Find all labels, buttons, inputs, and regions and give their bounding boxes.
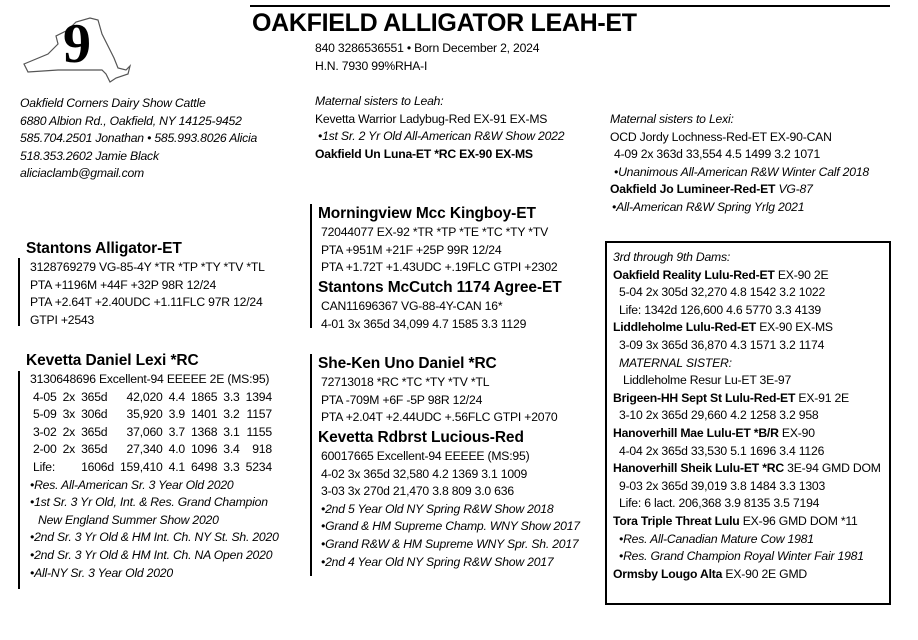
record-cell-age: Life: xyxy=(33,459,56,474)
record-cell-milk: 35,920 xyxy=(126,407,163,422)
dam-sire-name: She-Ken Uno Daniel *RC xyxy=(318,355,497,372)
dam-records-table xyxy=(30,389,275,477)
maternal-sisters-leah xyxy=(315,93,564,163)
farm-phone-2: 518.353.2602 Jamie Black xyxy=(20,148,159,163)
dam-score: EX-91 2E xyxy=(798,390,849,405)
dam-name: Oakfield Reality Lulu-Red-ET xyxy=(613,267,775,282)
dam-record: 3-09 3x 365d 36,870 4.3 1571 3.2 1174 xyxy=(619,337,825,352)
record-cell-fp: 4.4 xyxy=(168,389,185,404)
dam-name: Liddleholme Lulu-Red-ET xyxy=(613,320,756,335)
sister-award: •1st Sr. 2 Yr Old All-American R&W Show 2022 xyxy=(318,129,565,144)
record-cell-pp: 3.3 xyxy=(223,459,240,474)
dam-award: •All-NY Sr. 3 Year Old 2020 xyxy=(30,565,173,580)
dam-name: Brigeen-HH Sept St Lulu-Red-ET xyxy=(613,390,796,405)
dam-record-row xyxy=(30,406,275,424)
ancestor-dams-box xyxy=(605,241,891,605)
dam-sire-line: 72713018 *RC *TC *TY *TV *TL xyxy=(321,375,490,389)
record-cell-fp: 3.9 xyxy=(168,407,185,422)
record-cell-pp: 3.3 xyxy=(223,389,240,404)
farm-email[interactable]: aliciaclamb@gmail.com xyxy=(20,166,144,181)
record-cell-d: 306d xyxy=(81,407,108,422)
dam-dam-award: •2nd 5 Year Old NY Spring R&W Show 2018 xyxy=(321,501,554,516)
sister-award: •All-American R&W Spring Yrlg 2021 xyxy=(612,199,805,214)
maternal-sister-label: MATERNAL SISTER: xyxy=(619,355,732,370)
sire-line: GTPI +2543 xyxy=(30,312,95,327)
sister-name: Oakfield Un Luna-ET *RC EX-90 EX-MS xyxy=(315,146,533,161)
record-cell-d: 365d xyxy=(81,442,108,457)
dam-dam-record: 3-03 3x 270d 21,470 3.8 809 3.0 636 xyxy=(321,484,514,499)
dam-sire-line: PTA +2.04T +2.44UDC +.56FLC GTPI +2070 xyxy=(321,410,558,425)
pedigree-bracket xyxy=(18,371,20,589)
sire-dam-name: Stantons McCutch 1174 Agree-ET xyxy=(318,279,562,296)
record-cell-fat: 1865 xyxy=(190,389,218,404)
registration-line: 840 3286536551 • Born December 2, 2024 xyxy=(315,41,540,55)
sire-dam-line: 4-01 3x 365d 34,099 4.7 1585 3.3 1129 xyxy=(321,316,527,331)
dam-block xyxy=(26,351,279,582)
maternal-sisters-lexi xyxy=(610,111,869,217)
sister-record: 4-09 2x 363d 33,554 4.5 1499 3.2 1071 xyxy=(614,147,821,162)
ancestor-dams-content xyxy=(613,249,881,583)
dam-award: •Res. Grand Champion Royal Winter Fair 1981 xyxy=(619,549,864,564)
section-heading: Maternal sisters to Lexi: xyxy=(610,112,734,126)
record-cell-d: 365d xyxy=(81,424,108,439)
dam-name: Kevetta Daniel Lexi *RC xyxy=(26,352,199,369)
record-cell-pro: 1394 xyxy=(245,389,272,404)
pedigree-bracket xyxy=(18,258,20,326)
sire-dam-line: CAN11696367 VG-88-4Y-CAN 16* xyxy=(321,299,503,313)
sire-block xyxy=(26,239,265,329)
record-cell-fp: 4.1 xyxy=(168,459,185,474)
dam-award: •1st Sr. 3 Yr Old, Int. & Res. Grand Champion xyxy=(30,495,268,510)
dam-name: Ormsby Lougo Alta xyxy=(613,566,723,581)
dam-name: Tora Triple Threat Lulu xyxy=(613,513,740,528)
dam-dam-award: •2nd 4 Year Old NY Spring R&W Show 2017 xyxy=(321,554,554,569)
record-cell-pp: 3.1 xyxy=(223,424,240,439)
maternal-sister-name: Liddleholme Resur Lu-ET 3E-97 xyxy=(623,373,792,388)
section-heading: Maternal sisters to Leah: xyxy=(315,94,444,108)
record-cell-pp: 3.4 xyxy=(223,442,240,457)
header-rule xyxy=(250,5,890,7)
dam-record-row xyxy=(30,441,275,459)
sister-name: Oakfield Jo Lumineer-Red-ET xyxy=(610,182,776,197)
dam-name: Hanoverhill Sheik Lulu-ET *RC xyxy=(613,461,784,476)
sire-sire-name: Morningview Mcc Kingboy-ET xyxy=(318,205,536,222)
dam-record-row xyxy=(30,424,275,442)
dam-score: EX-90 xyxy=(781,425,815,440)
sire-sire-line: 72044077 EX-92 *TR *TP *TE *TC *TY *TV xyxy=(321,225,549,239)
record-cell-milk: 159,410 xyxy=(119,459,163,474)
record-cell-age: 3-02 xyxy=(33,424,57,439)
farm-contact xyxy=(20,95,290,183)
record-cell-pro: 5234 xyxy=(245,459,272,474)
dam-dam-record: 4-02 3x 365d 32,580 4.2 1369 3.1 1009 xyxy=(321,466,528,481)
record-cell-age: 4-05 xyxy=(33,389,57,404)
farm-phone-1: 585.704.2501 Jonathan • 585.993.8026 Alicia xyxy=(20,131,258,146)
record-cell-milk: 42,020 xyxy=(126,389,163,404)
pedigree-bracket xyxy=(310,204,312,328)
record-cell-pro: 1157 xyxy=(246,407,272,422)
record-cell-milk: 27,340 xyxy=(126,442,163,457)
record-cell-x: 2x xyxy=(62,442,76,457)
dam-award: •2nd Sr. 3 Yr Old & HM Int. Ch. NA Open 2020 xyxy=(30,547,273,562)
dam-score: EX-90 2E GMD xyxy=(725,566,808,581)
dam-record: 4-04 2x 365d 33,530 5.1 1696 3.4 1126 xyxy=(619,443,825,458)
record-cell-age: 5-09 xyxy=(33,407,57,422)
lot-number: 9 xyxy=(63,13,91,75)
dam-record-row xyxy=(30,389,275,407)
dam-record-row xyxy=(30,459,275,477)
dam-score: EX-90 EX-MS xyxy=(759,320,833,335)
dam-score: 3E-94 GMD DOM xyxy=(787,461,881,476)
dam-award: •Res. All-American Sr. 3 Year Old 2020 xyxy=(30,477,234,492)
dam-registration: 3130648696 Excellent-94 EEEEE 2E (MS:95) xyxy=(30,372,270,386)
sire-sire-line: PTA +1.72T +1.43UDC +.19FLC GTPI +2302 xyxy=(321,260,558,275)
sire-line: PTA +2.64T +2.40UDC +1.11FLC 97R 12/24 xyxy=(30,295,263,310)
dam-score: EX-96 GMD DOM *11 xyxy=(742,513,858,528)
record-cell-fat: 1401 xyxy=(190,407,218,422)
sister-score: VG-87 xyxy=(778,182,813,197)
dam-lifetime: Life: 1342d 126,600 4.6 5770 3.3 4139 xyxy=(619,302,822,317)
dam-dam-award: •Grand R&W & HM Supreme WNY Spr. Sh. 2017 xyxy=(321,536,579,551)
dam-dam-block xyxy=(318,428,580,571)
dam-record: 9-03 2x 365d 39,019 3.8 1484 3.3 1303 xyxy=(619,478,826,493)
sister-award: •Unanimous All-American R&W Winter Calf 2018 xyxy=(614,164,869,179)
dam-award: •2nd Sr. 3 Yr Old & HM Int. Ch. NY St. Sh. 2020 xyxy=(30,530,279,545)
sire-sire-block xyxy=(318,204,558,277)
pedigree-bracket xyxy=(310,354,312,576)
dam-name: Hanoverhill Mae Lulu-ET *B/R xyxy=(613,425,779,440)
record-cell-pp: 3.2 xyxy=(223,407,240,422)
dam-record: 3-10 2x 365d 29,660 4.2 1258 3.2 958 xyxy=(619,408,819,423)
record-cell-fp: 4.0 xyxy=(168,442,185,457)
record-cell-x xyxy=(60,459,78,477)
record-cell-fat: 1368 xyxy=(190,424,218,439)
record-cell-milk: 37,060 xyxy=(126,424,163,439)
page-title: OAKFIELD ALLIGATOR LEAH-ET xyxy=(252,9,637,37)
sire-name: Stantons Alligator-ET xyxy=(26,240,182,257)
dam-award: •Res. All-Canadian Mature Cow 1981 xyxy=(619,531,814,546)
dam-sire-block xyxy=(318,354,558,427)
farm-address: 6880 Albion Rd., Oakfield, NY 14125-9452 xyxy=(20,113,242,128)
dam-award: New England Summer Show 2020 xyxy=(38,512,219,527)
record-cell-x: 2x xyxy=(62,389,76,404)
record-cell-fat: 6498 xyxy=(190,459,218,474)
record-cell-d: 1606d xyxy=(81,459,114,474)
dam-dam-award: •Grand & HM Supreme Champ. WNY Show 2017 xyxy=(321,519,580,534)
record-cell-fp: 3.7 xyxy=(168,424,185,439)
sire-dam-block xyxy=(318,278,562,333)
record-cell-age: 2-00 xyxy=(33,442,57,457)
record-cell-d: 365d xyxy=(81,389,108,404)
dam-dam-registration: 60017665 Excellent-94 EEEEE (MS:95) xyxy=(321,449,530,463)
record-cell-pro: 1155 xyxy=(246,424,272,439)
hn-line: H.N. 7930 99%RHA-I xyxy=(315,59,428,73)
record-cell-x: 2x xyxy=(62,424,76,439)
record-cell-pro: 918 xyxy=(252,442,272,457)
box-heading: 3rd through 9th Dams: xyxy=(613,250,731,264)
sire-line: 3128769279 VG-85-4Y *TR *TP *TY *TV *TL xyxy=(30,260,265,274)
sire-line: PTA +1196M +44F +32P 98R 12/24 xyxy=(30,277,217,292)
dam-lifetime: Life: 6 lact. 206,368 3.9 8135 3.5 7194 xyxy=(619,496,820,511)
dam-dam-name: Kevetta Rdbrst Lucious-Red xyxy=(318,429,524,446)
dam-record: 5-04 2x 305d 32,270 4.8 1542 3.2 1022 xyxy=(619,285,826,300)
record-cell-fat: 1096 xyxy=(190,442,218,457)
record-cell-x: 3x xyxy=(62,407,76,422)
sister-name: OCD Jordy Lochness-Red-ET EX-90-CAN xyxy=(610,129,832,144)
sister-name: Kevetta Warrior Ladybug-Red EX-91 EX-MS xyxy=(315,111,548,126)
sire-sire-line: PTA +951M +21F +25P 99R 12/24 xyxy=(321,242,502,257)
farm-name: Oakfield Corners Dairy Show Cattle xyxy=(20,96,206,110)
dam-score: EX-90 2E xyxy=(777,267,829,282)
dam-sire-line: PTA -709M +6F -5P 98R 12/24 xyxy=(321,392,483,407)
